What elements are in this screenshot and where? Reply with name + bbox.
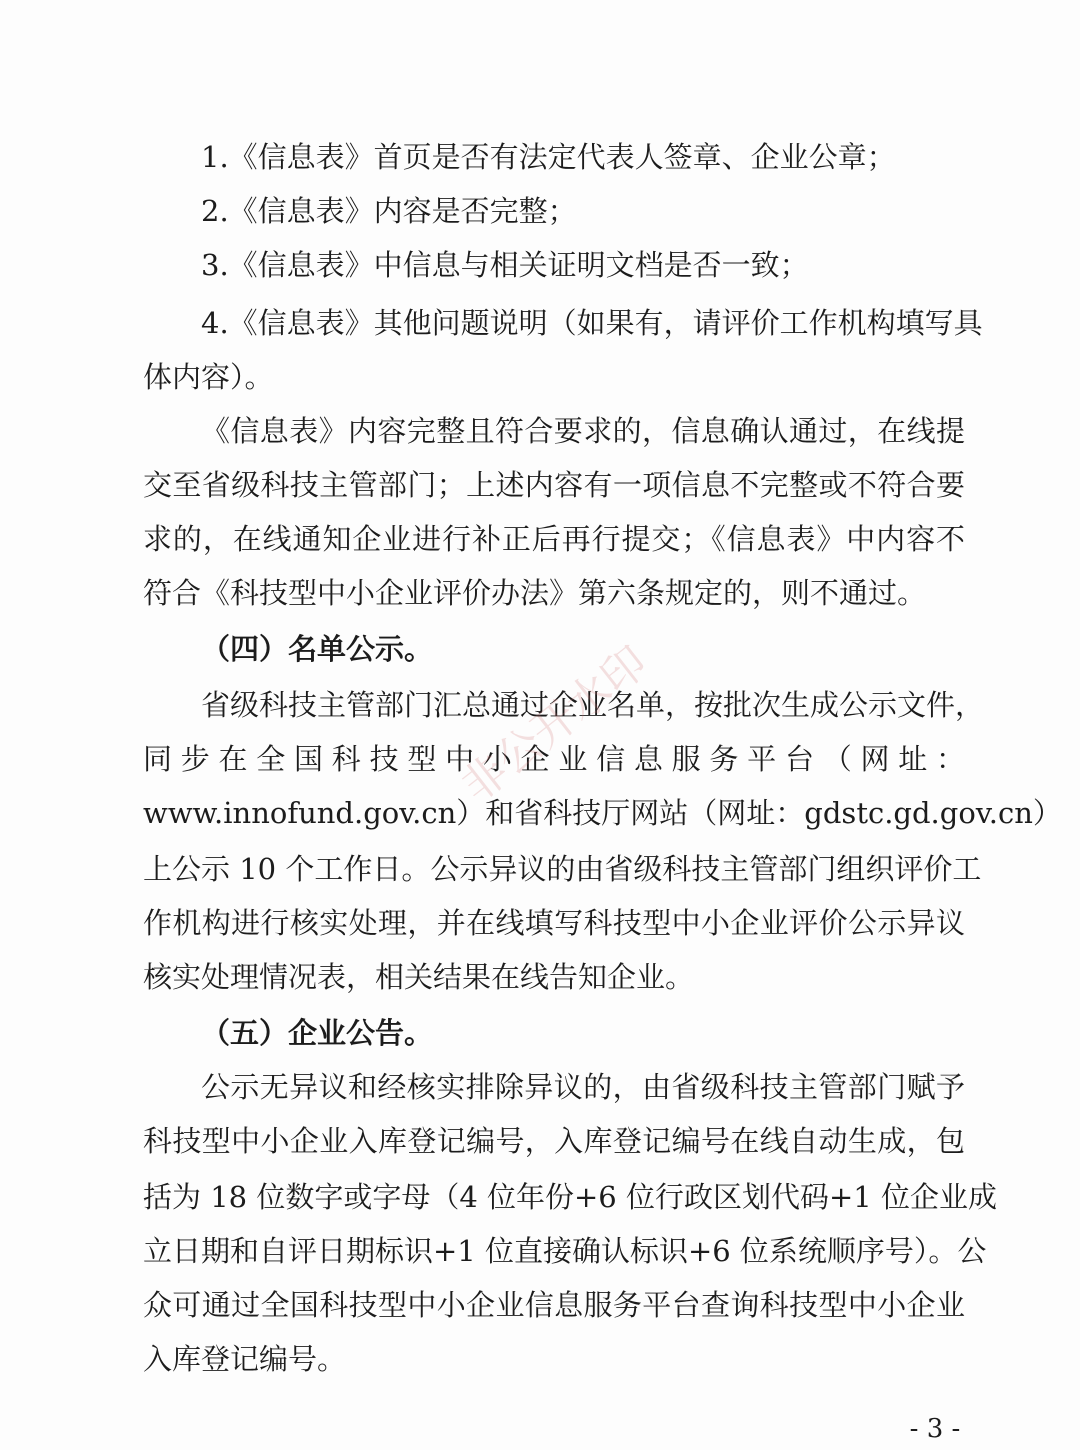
text-line: 3.《信息表》中信息与相关证明文档是否一致； xyxy=(201,248,809,282)
text-line: 众可通过全国科技型中小企业信息服务平台查询科技型中小企业 xyxy=(143,1288,965,1322)
text-line: 作机构进行核实处理，并在线填写科技型中小企业评价公示异议 xyxy=(143,906,965,940)
text-line: www.innofund.gov.cn）和省科技厅网站（网址：gdstc.gd.gov.cn） xyxy=(143,796,1062,830)
text-line: 求的，在线通知企业进行补正后再行提交；《信息表》中内容不 xyxy=(143,522,965,556)
text-line: 科技型中小企业入库登记编号，入库登记编号在线自动生成，包 xyxy=(143,1124,965,1158)
text-line: 上公示 10 个工作日。公示异议的由省级科技主管部门组织评价工 xyxy=(143,852,982,886)
section-heading: （四）名单公示。 xyxy=(201,632,434,666)
text-line: 4.《信息表》其他问题说明（如果有，请评价工作机构填写具 xyxy=(201,306,983,340)
text-line: 核实处理情况表，相关结果在线告知企业。 xyxy=(143,960,695,994)
watermark: 非公开水印 xyxy=(452,636,658,813)
text-line: 同步在全国科技型中小企业信息服务平台（网址： xyxy=(143,742,965,776)
page-number: - 3 - xyxy=(909,1414,961,1444)
text-line: 符合《科技型中小企业评价办法》第六条规定的，则不通过。 xyxy=(143,576,927,610)
text-line: 立日期和自评日期标识+1 位直接确认标识+6 位系统顺序号）。公 xyxy=(143,1234,987,1268)
text-line: 公示无异议和经核实排除异议的，由省级科技主管部门赋予 xyxy=(201,1070,965,1104)
text-line: 省级科技主管部门汇总通过企业名单，按批次生成公示文件， xyxy=(201,688,985,722)
text-line: 《信息表》内容完整且符合要求的，信息确认通过，在线提 xyxy=(201,414,965,448)
text-line: 1.《信息表》首页是否有法定代表人签章、企业公章； xyxy=(201,140,896,174)
text-line: 2.《信息表》内容是否完整； xyxy=(201,194,577,228)
text-line: 括为 18 位数字或字母（4 位年份+6 位行政区划代码+1 位企业成 xyxy=(143,1180,997,1214)
text-line: 入库登记编号。 xyxy=(143,1342,347,1376)
text-line: 体内容）。 xyxy=(143,360,274,394)
text-line: 交至省级科技主管部门；上述内容有一项信息不完整或不符合要 xyxy=(143,468,965,502)
section-heading: （五）企业公告。 xyxy=(201,1016,434,1050)
